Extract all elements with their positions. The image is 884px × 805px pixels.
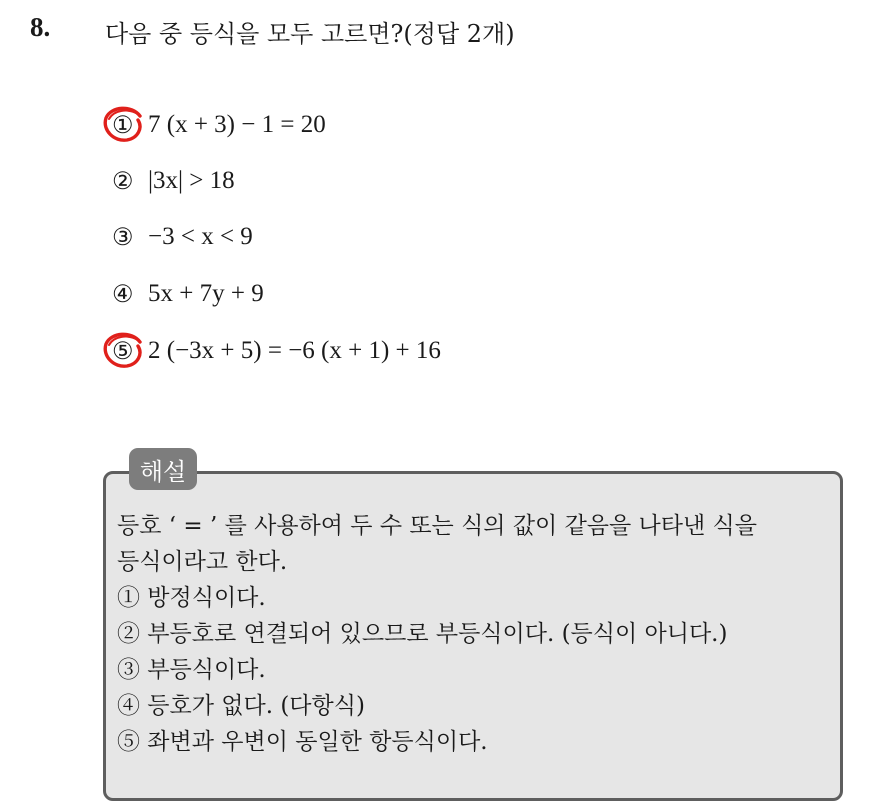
explanation-text — [117, 500, 832, 760]
choice-3-number: ③ — [112, 223, 134, 251]
choice-4 — [112, 274, 264, 314]
choice-3-expression: −3 < x < 9 — [148, 223, 253, 250]
choice-3 — [112, 217, 253, 257]
explanation-tag: 해설 — [129, 448, 197, 490]
choice-1-number: ① — [112, 111, 134, 139]
explanation-line: ④ 등호가 없다. (다항식) — [117, 693, 365, 719]
question-number: 8. — [30, 12, 51, 42]
question-text: 다음 중 등식을 모두 고르면?(정답 2개) — [105, 20, 515, 48]
choice-2-expression: |3x| > 18 — [148, 167, 235, 194]
choice-2 — [112, 161, 235, 201]
explanation-line: 등호 ‘ = ’ 를 사용하여 두 수 또는 식의 값이 같음을 나타낸 식을 — [117, 513, 757, 539]
choice-2-number: ② — [112, 167, 134, 195]
choice-1-expression: 7 (x + 3) − 1 = 20 — [148, 111, 326, 138]
choice-5-number: ⑤ — [112, 337, 134, 365]
choice-4-number: ④ — [112, 280, 134, 308]
explanation-line: ⑤ 좌변과 우변이 동일한 항등식이다. — [117, 729, 488, 755]
choice-1 — [112, 105, 326, 145]
choice-4-expression: 5x + 7y + 9 — [148, 280, 264, 307]
explanation-line: ① 방정식이다. — [117, 585, 266, 611]
explanation-line: 등식이라고 한다. — [117, 549, 288, 575]
explanation-line: ③ 부등식이다. — [117, 657, 266, 683]
choice-5 — [112, 331, 441, 371]
choice-5-expression: 2 (−3x + 5) = −6 (x + 1) + 16 — [148, 337, 441, 364]
explanation-line: ② 부등호로 연결되어 있으므로 부등식이다. (등식이 아니다.) — [117, 621, 728, 647]
